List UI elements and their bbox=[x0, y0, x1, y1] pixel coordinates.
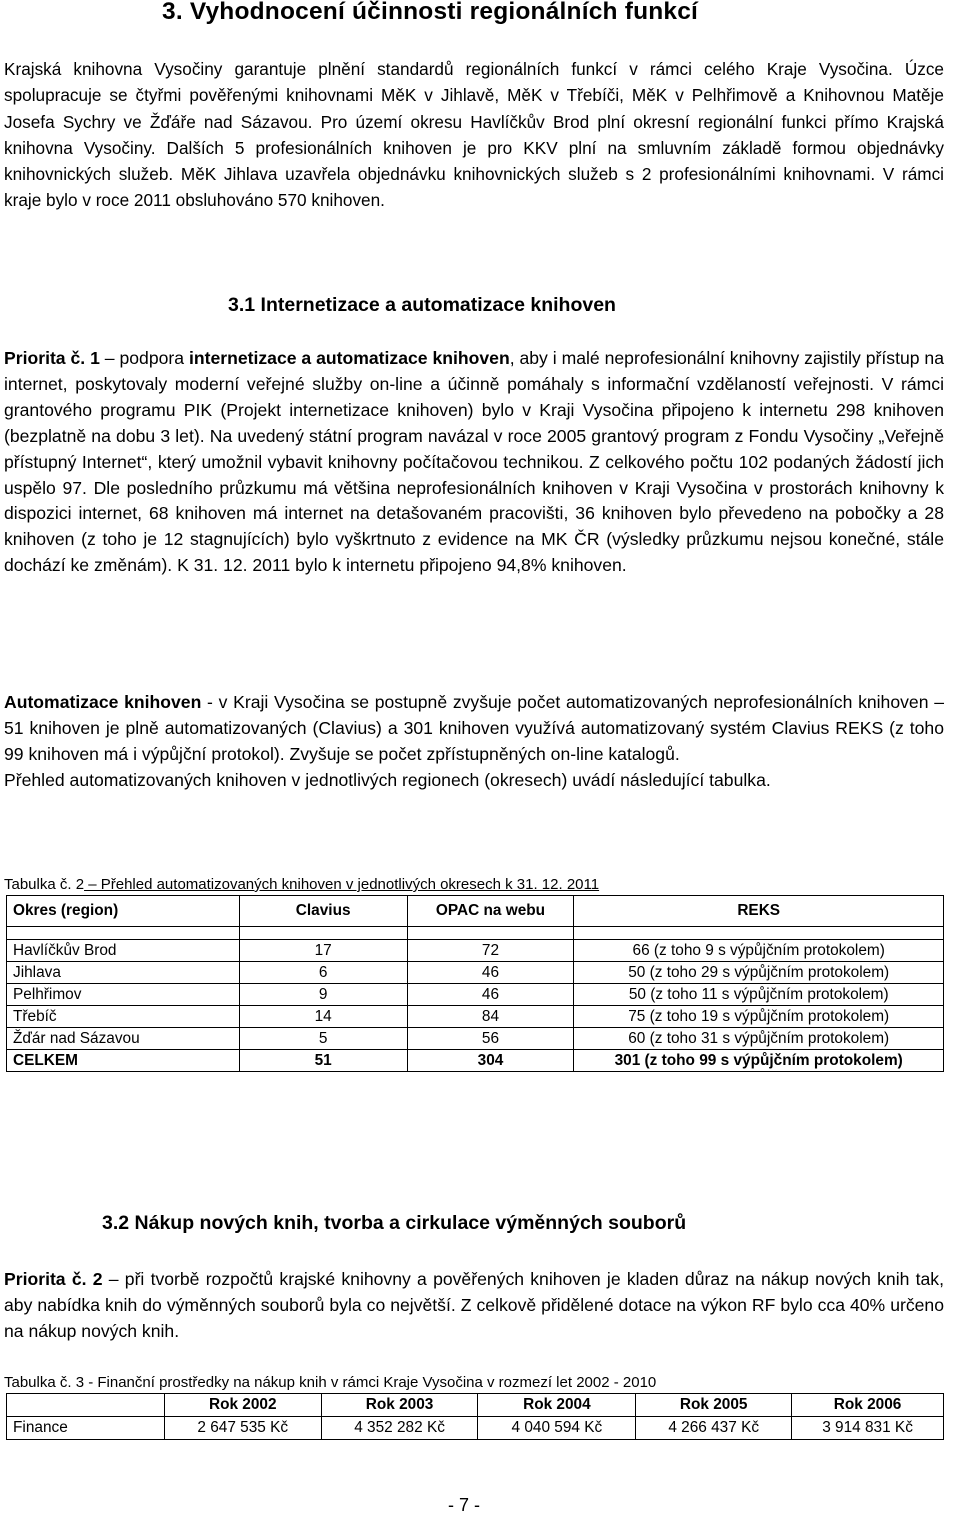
table-header-cell: Okres (region) bbox=[7, 896, 240, 927]
overview-text: Přehled automatizovaných knihoven v jednotlivých regionech (okresech) uvádí následující tabulka. bbox=[4, 769, 771, 790]
table2-caption bbox=[4, 1374, 656, 1391]
table-cell: 46 bbox=[407, 962, 574, 984]
priority-2-paragraph bbox=[4, 1267, 944, 1345]
table-cell: 84 bbox=[407, 1006, 574, 1028]
page-title: 3. Vyhodnocení účinnosti regionálních funkcí bbox=[162, 0, 699, 25]
table-row bbox=[7, 1028, 944, 1050]
table-header-cell: OPAC na webu bbox=[407, 896, 574, 927]
table-cell: 5 bbox=[239, 1028, 407, 1050]
table-cell: 304 bbox=[407, 1050, 574, 1072]
table-cell: 3 914 831 Kč bbox=[792, 1417, 944, 1440]
table-row bbox=[7, 1006, 944, 1028]
table-cell: 56 bbox=[407, 1028, 574, 1050]
table-cell: 60 (z toho 31 s výpůjčním protokolem) bbox=[574, 1028, 944, 1050]
automation-table bbox=[6, 895, 944, 1072]
automatizace-paragraph bbox=[4, 690, 944, 794]
section-heading-nakup: 3.2 Nákup nových knih, tvorba a cirkulace výměnných souborů bbox=[102, 1212, 687, 1234]
table-cell: Třebíč bbox=[7, 1006, 240, 1028]
priority-lead: podpora bbox=[119, 348, 185, 368]
table-cell: 9 bbox=[239, 984, 407, 1006]
table-cell: Jihlava bbox=[7, 962, 240, 984]
table-cell: 4 040 594 Kč bbox=[478, 1417, 636, 1440]
table-cell: 50 (z toho 29 s výpůjčním protokolem) bbox=[574, 962, 944, 984]
table-header-row bbox=[7, 1394, 944, 1417]
table-cell: 72 bbox=[407, 940, 574, 962]
table-row bbox=[7, 940, 944, 962]
table-cell: 17 bbox=[239, 940, 407, 962]
page-number: - 7 - bbox=[448, 1495, 481, 1515]
priority-1-paragraph bbox=[4, 346, 944, 579]
table2-caption-text: - Finanční prostředky na nákup knih v rámci Kraje Vysočina v rozmezí let 2002 - 2010 bbox=[84, 1374, 657, 1391]
table-cell: 50 (z toho 11 s výpůjčním protokolem) bbox=[574, 984, 944, 1006]
table-header-cell: Clavius bbox=[239, 896, 407, 927]
table-header-cell: Rok 2005 bbox=[636, 1394, 792, 1417]
table-row bbox=[7, 962, 944, 984]
automatizace-text: - v Kraji Vysočina se postupně zvyšuje počet automatizovaných neprofesionálních knihoven – 51 knihoven je plně automatizovaných (Clavius) a 301 knihoven využívá automatizovaný systém Clavius REKS (z toho 99 knihoven má i výpůjční protokol). Zvyšuje se počet zpřístupněných on-line katalogů. bbox=[4, 692, 944, 764]
table1-caption bbox=[4, 876, 599, 893]
table-cell: 51 bbox=[239, 1050, 407, 1072]
table-cell: 2 647 535 Kč bbox=[164, 1417, 321, 1440]
table-header-cell: Rok 2002 bbox=[164, 1394, 321, 1417]
table-cell: 66 (z toho 9 s výpůjčním protokolem) bbox=[574, 940, 944, 962]
priority-text: – při tvorbě rozpočtů krajské knihovny a pověřených knihoven je kladen důraz na nákup nových knih tak, aby nabídka knih do výměnných souborů byla co největší. Z celkově přidělené dotace na výkon RF bylo cca 40% určeno na nákup nových knih. bbox=[4, 1269, 944, 1341]
table-cell: 4 352 282 Kč bbox=[321, 1417, 478, 1440]
table-header-cell: Rok 2006 bbox=[792, 1394, 944, 1417]
automatizace-label: Automatizace knihoven bbox=[4, 692, 202, 712]
table1-caption-text: – Přehled automatizovaných knihoven v jednotlivých okresech k 31. 12. 2011 bbox=[84, 876, 600, 893]
table-header-cell: Rok 2003 bbox=[321, 1394, 478, 1417]
table-total-row bbox=[7, 1050, 944, 1072]
table-cell: 6 bbox=[239, 962, 407, 984]
table-cell: CELKEM bbox=[7, 1050, 240, 1072]
table-cell: Pelhřimov bbox=[7, 984, 240, 1006]
table-header-row bbox=[7, 896, 944, 927]
section-heading-internetizace: 3.1 Internetizace a automatizace knihoven bbox=[228, 294, 616, 316]
table-cell: 14 bbox=[239, 1006, 407, 1028]
table-header-cell: REKS bbox=[574, 896, 944, 927]
table-cell: Havlíčkův Brod bbox=[7, 940, 240, 962]
table-cell: 75 (z toho 19 s výpůjčním protokolem) bbox=[574, 1006, 944, 1028]
table-cell: Žďár nad Sázavou bbox=[7, 1028, 240, 1050]
priority-topic: internetizace a automatizace knihoven bbox=[188, 348, 510, 368]
table-cell: 4 266 437 Kč bbox=[636, 1417, 792, 1440]
intro-paragraph: Krajská knihovna Vysočiny garantuje plnění standardů regionálních funkcí v rámci celého Kraje Vysočina. Úzce spolupracuje se čtyřmi pověřenými knihovnami MěK v Jihlavě, MěK v Třebíči, MěK v Pelhřimově a Knihovnou Matěje Josefa Sychry ve Žďáře nad Sázavou. Pro území okresu Havlíčkův Brod plní okresní regionální funkci přímo Krajská knihovna Vysočiny. Dalších 5 profesionálních knihoven je pro KKV plní na smluvním základě formou objednávky knihovnických služeb. MěK Jihlava uzavřela objednávku knihovnických služeb s 2 profesionálními knihovnami. V rámci kraje bylo v roce 2011 obsluhováno 570 knihoven. bbox=[4, 59, 944, 211]
table-spacer-row bbox=[7, 927, 944, 940]
table1-caption-prefix: Tabulka č. 2 bbox=[4, 876, 85, 893]
table-cell: Finance bbox=[7, 1417, 165, 1440]
table-header-cell bbox=[7, 1394, 165, 1417]
priority-dash: – bbox=[104, 348, 115, 368]
table2-caption-prefix: Tabulka č. 3 bbox=[4, 1374, 85, 1391]
table-cell: 301 (z toho 99 s výpůjčním protokolem) bbox=[574, 1050, 944, 1072]
priority-text: , aby i malé neprofesionální knihovny zajistily přístup na internet, poskytovaly moderní veřejné služby on-line a účinně pomáhaly s informační vzdělaností veřejnosti. V rámci grantového programu PIK (Projekt internetizace knihoven) bylo v Kraji Vysočina připojeno k internetu 298 knihoven (bezplatně na dobu 3 let). Na uvedený státní program navázal v roce 2005 grantový program z Fondu Vysočiny „Veřejně přístupný Internet“, který umožnil vybavit knihovny počítačovou technikou. Z celkového počtu 102 podaných žádostí jich uspělo 97. Dle posledního průzkumu má většina neprofesionálních knihoven v Kraji Vysočina v prostorách knihovny k dispozici internet, 68 knihoven má internet na detašovaném pracovišti, 36 knihoven bylo převedeno na pobočky a 28 knihoven (z toho je 12 stagnujících) bylo vyškrtnuto z evidence na MK ČR (výsledky průzkumu nejsou konečné, stále dochází ke změnám). K 31. 12. 2011 bylo k internetu připojeno 94,8% knihoven. bbox=[4, 348, 945, 576]
finance-table bbox=[6, 1393, 944, 1440]
table-header-cell: Rok 2004 bbox=[478, 1394, 636, 1417]
table-row bbox=[7, 1417, 944, 1440]
table-row bbox=[7, 984, 944, 1006]
priority-label: Priorita č. 1 bbox=[4, 348, 100, 368]
table-cell: 46 bbox=[407, 984, 574, 1006]
priority-label: Priorita č. 2 bbox=[4, 1269, 103, 1289]
